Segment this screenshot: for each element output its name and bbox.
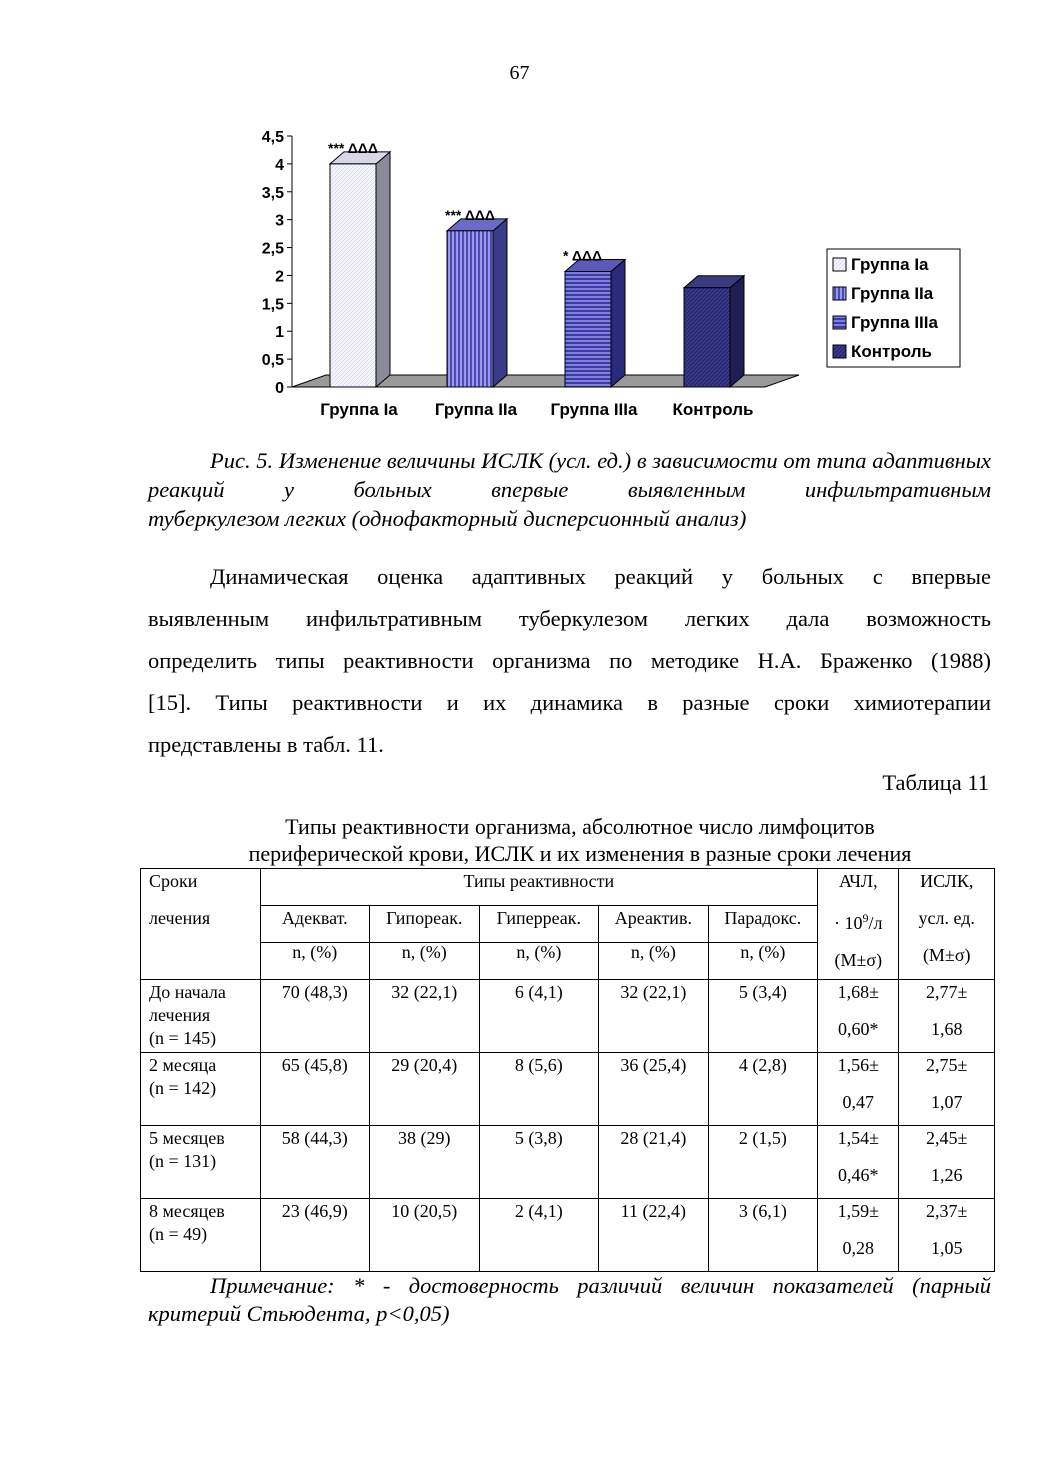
x-tick-label: Группа IIIa bbox=[550, 400, 638, 419]
value-cell: 70 (48,3) bbox=[260, 980, 370, 1053]
y-tick-label: 4,5 bbox=[261, 129, 284, 146]
x-tick-label: Контроль bbox=[672, 400, 754, 419]
value-cell: 11 (22,4) bbox=[599, 1199, 709, 1272]
caption-line-1: Рис. 5. Изменение величины ИСЛК (усл. ед.) в зависимости от типа адаптивных реакций у больных впервые выявленным инфильтративным bbox=[148, 448, 991, 502]
islk-cell: 2,37± 1,05 bbox=[899, 1199, 995, 1272]
subheader-paradoxical: Парадокс. bbox=[708, 906, 818, 943]
islk-cell: 2,45± 1,26 bbox=[899, 1126, 995, 1199]
y-tick-label: 0 bbox=[275, 380, 284, 397]
subheader-hyporeactive: Гипореак. bbox=[370, 906, 480, 943]
table-row bbox=[141, 1126, 995, 1199]
body-paragraph bbox=[148, 556, 991, 766]
caption-line-2: туберкулезом легких (однофакторный дисперсионный анализ) bbox=[148, 506, 747, 531]
value-cell: 32 (22,1) bbox=[370, 980, 480, 1053]
paragraph-line-5: представлены в табл. 11. bbox=[148, 732, 384, 757]
bar bbox=[330, 164, 376, 387]
y-tick-label: 3,5 bbox=[261, 184, 284, 202]
bar-side bbox=[493, 219, 507, 387]
islk-cell: 2,75± 1,07 bbox=[899, 1053, 995, 1126]
islk-cell: 2,77± 1,68 bbox=[899, 980, 995, 1053]
legend-label: Группа IIIa bbox=[851, 313, 938, 332]
achl-cell: 1,56± 0,47 bbox=[818, 1053, 899, 1126]
legend-swatch bbox=[833, 258, 846, 271]
value-cell: 36 (25,4) bbox=[599, 1053, 709, 1126]
period-cell: 8 месяцев (n = 49) bbox=[141, 1199, 261, 1272]
bar-side bbox=[376, 152, 390, 387]
legend-swatch bbox=[833, 287, 846, 300]
value-cell: 5 (3,4) bbox=[708, 980, 818, 1053]
chart-legend bbox=[827, 249, 960, 367]
header-islk: ИСЛК, усл. ед. (M±σ) bbox=[899, 869, 995, 980]
period-cell: 2 месяца (n = 142) bbox=[141, 1053, 261, 1126]
y-tick-label: 4 bbox=[275, 156, 284, 174]
table-row bbox=[141, 1199, 995, 1272]
y-tick-label: 1,5 bbox=[261, 296, 284, 314]
subheader-unit: n, (%) bbox=[370, 943, 480, 980]
table-note bbox=[148, 1272, 991, 1328]
value-cell: 29 (20,4) bbox=[370, 1053, 480, 1126]
paragraph-line-2: выявленным инфильтративным туберкулезом легких дала возможность bbox=[148, 606, 991, 631]
value-cell: 8 (5,6) bbox=[479, 1053, 599, 1126]
subheader-adequate: Адекват. bbox=[260, 906, 370, 943]
bar-annotation: *** ΔΔΔ bbox=[445, 206, 495, 223]
legend-label: Контроль bbox=[851, 342, 932, 361]
value-cell: 6 (4,1) bbox=[479, 980, 599, 1053]
note-line-1: Примечание: * - достоверность различий величин показателей (парный bbox=[210, 1273, 991, 1298]
value-cell: 5 (3,8) bbox=[479, 1126, 599, 1199]
achl-cell: 1,54± 0,46* bbox=[818, 1126, 899, 1199]
paragraph-line-3: определить типы реактивности организма по методике Н.А. Браженко (1988) bbox=[148, 648, 991, 673]
subheader-unit: n, (%) bbox=[260, 943, 370, 980]
achl-cell: 1,59± 0,28 bbox=[818, 1199, 899, 1272]
bar bbox=[684, 288, 730, 387]
bar-chart bbox=[250, 118, 970, 428]
x-tick-label: Группа Ia bbox=[320, 400, 398, 419]
table-row bbox=[141, 980, 995, 1053]
table-row bbox=[141, 1053, 995, 1126]
legend-swatch bbox=[833, 345, 846, 358]
y-tick-label: 1 bbox=[275, 324, 284, 342]
bar bbox=[447, 231, 493, 387]
value-cell: 3 (6,1) bbox=[708, 1199, 818, 1272]
chart-axis bbox=[262, 129, 292, 397]
y-tick-label: 2,5 bbox=[261, 240, 284, 258]
data-table bbox=[140, 868, 995, 1272]
value-cell: 2 (4,1) bbox=[479, 1199, 599, 1272]
legend-label: Группа IIa bbox=[851, 284, 934, 303]
bar-annotation: * ΔΔΔ bbox=[563, 247, 603, 264]
bar-annotation: *** ΔΔΔ bbox=[328, 139, 378, 156]
paragraph-line-1: Динамическая оценка адаптивных реакций у больных с впервые bbox=[210, 564, 991, 589]
value-cell: 58 (44,3) bbox=[260, 1126, 370, 1199]
value-cell: 32 (22,1) bbox=[599, 980, 709, 1053]
header-period: Сроки лечения bbox=[141, 869, 261, 980]
subheader-hyperreactive: Гиперреак. bbox=[479, 906, 599, 943]
period-cell: До начала лечения (n = 145) bbox=[141, 980, 261, 1053]
value-cell: 65 (45,8) bbox=[260, 1053, 370, 1126]
value-cell: 10 (20,5) bbox=[370, 1199, 480, 1272]
achl-cell: 1,68± 0,60* bbox=[818, 980, 899, 1053]
value-cell: 28 (21,4) bbox=[599, 1126, 709, 1199]
bar-side bbox=[611, 260, 625, 387]
subheader-unit: n, (%) bbox=[599, 943, 709, 980]
value-cell: 4 (2,8) bbox=[708, 1053, 818, 1126]
value-cell: 23 (46,9) bbox=[260, 1199, 370, 1272]
table-title-line-1: Типы реактивности организма, абсолютное число лимфоцитов bbox=[285, 814, 875, 839]
paragraph-line-4: [15]. Типы реактивности и их динамика в разные сроки химиотерапии bbox=[148, 690, 991, 715]
value-cell: 2 (1,5) bbox=[708, 1126, 818, 1199]
table-title-line-2: периферической крови, ИСЛК и их изменения в разные сроки лечения bbox=[248, 841, 912, 866]
y-tick-label: 2 bbox=[275, 268, 284, 286]
period-cell: 5 месяцев (n = 131) bbox=[141, 1126, 261, 1199]
header-achl: АЧЛ, · $10^9/л$ (M±σ) bbox=[818, 869, 899, 980]
bar-side bbox=[730, 276, 744, 387]
subheader-areactive: Ареактив. bbox=[599, 906, 709, 943]
x-tick-label: Группа IIa bbox=[434, 400, 518, 419]
header-types: Типы реактивности bbox=[260, 869, 818, 906]
bar bbox=[565, 272, 611, 387]
y-tick-label: 0,5 bbox=[261, 352, 284, 370]
page-number: 67 bbox=[509, 62, 530, 84]
subheader-unit: n, (%) bbox=[708, 943, 818, 980]
subheader-unit: n, (%) bbox=[479, 943, 599, 980]
y-tick-label: 3 bbox=[275, 212, 284, 230]
table-number: Таблица 11 bbox=[882, 770, 989, 795]
note-line-2: критерий Стьюдента, p<0,05) bbox=[148, 1301, 450, 1326]
figure-caption bbox=[148, 446, 991, 533]
legend-swatch bbox=[833, 316, 846, 329]
value-cell: 38 (29) bbox=[370, 1126, 480, 1199]
legend-label: Группа Ia bbox=[851, 255, 929, 274]
table-title bbox=[150, 813, 1010, 867]
